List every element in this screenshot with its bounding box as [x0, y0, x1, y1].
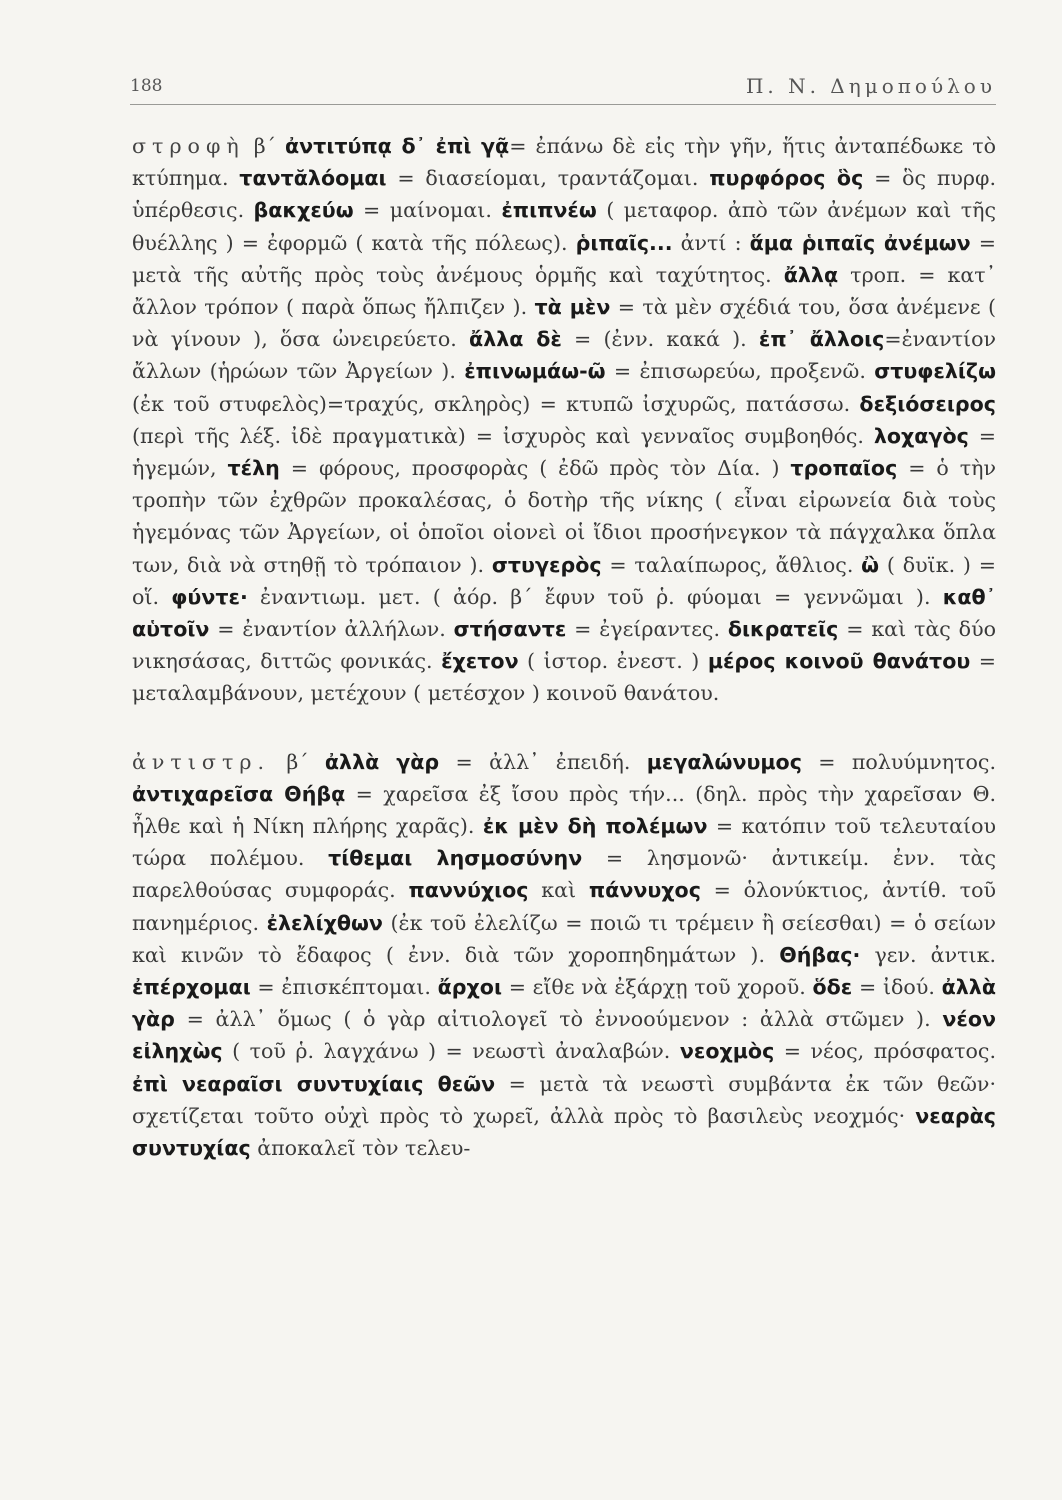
page-header [130, 72, 996, 105]
gloss-text: τροπ. = κατ᾽ ἄλλον τρόπον ( παρὰ ὅπως ἤλπιζεν ). [132, 262, 996, 320]
gloss-text: γεν. ἀντικ. [860, 942, 996, 967]
lemma: δικρατεῖς [727, 617, 839, 642]
gloss-text: (ἐκ τοῦ ἐλελίζω = ποιῶ τι τρέμειν ἢ σείεσθαι) = ὁ σείων καὶ κινῶν τὸ ἔδαφος ( ἐνν. διὰ τῶν χοροπηδημάτων ). [132, 910, 996, 967]
gloss-text: = νέος, πρόσφατος. [774, 1039, 997, 1064]
gloss-text: = ἐπάνω δὲ εἰς τὴν γῆν, ἥτις ἀνταπέδωκε τὸ κτύπημα. [132, 134, 996, 191]
lemma: καθ᾽ αὑτοῖν [132, 584, 996, 642]
lemma: ἐπὶ νεαραῖσι συντυχίαις θεῶν [132, 1071, 496, 1096]
lemma: στυφελίζω [874, 359, 996, 384]
lemma: ἄλλᾳ [783, 262, 839, 287]
gloss-text: = ἐπισκέπτομαι. [250, 975, 438, 1000]
lemma: ἅμα ῥιπαῖς ἀνέμων [749, 230, 971, 255]
lemma: ἐπέρχομαι [132, 975, 251, 1000]
gloss-text: = ἐναντίον ἀλλήλων. [209, 617, 454, 642]
lemma: ὅδε [812, 975, 853, 1000]
lemma: Θήβας· [779, 942, 861, 967]
gloss-text: ἀποκαλεῖ τὸν τελευ- [250, 1136, 471, 1161]
lemma: νέον εἰληχὼς [132, 1007, 996, 1064]
lemma: ἐπινωμάω-ῶ [464, 359, 606, 384]
gloss-text: = ὁ τὴν τροπὴν τῶν ἐχθρῶν προκαλέσας, ὁ δοτὴρ τῆς νίκης ( εἶναι εἰρωνεία διὰ τοὺς ἡγεμόνας τῶν Ἀργείων, οἱ ὁποῖοι οἱονεὶ οἱ ἴδιοι προσήνεγκον τὰ πάγχαλκα ὅπλα των, διὰ νὰ στηθῇ τὸ τρόπαιον ). [132, 456, 996, 577]
gloss-text: β΄ [244, 134, 285, 158]
lemma: ἀντιχαρεῖσα Θήβᾳ [132, 781, 346, 806]
lemma: παννύχιος [408, 878, 529, 903]
gloss-text: = λησμονῶ· ἀντικείμ. ἐνν. τὰς παρελθούσας συμφοράς. [132, 846, 996, 903]
gloss-text: ἐναντιωμ. μετ. ( ἀόρ. β΄ ἔφυν τοῦ ῥ. φύομαι = γεννῶμαι ). [247, 584, 943, 609]
lemma: νεοχμὸς [679, 1039, 775, 1064]
lemma: ἐκ μὲν δὴ πολέμων [482, 814, 708, 839]
gloss-text: = ὁλονύκτιος, ἀντίθ. τοῦ πανημέριος. [132, 878, 996, 935]
lemma: τίθεμαι λησμοσύνην [328, 846, 583, 871]
gloss-text: = ἐπισωρεύω, προξενῶ. [605, 359, 875, 384]
gloss-text: ( τοῦ ῥ. λαγχάνω ) = νεωστὶ ἀναλαβών. [222, 1039, 680, 1064]
gloss-text: β΄ [270, 749, 325, 774]
lemma: μέρος κοινοῦ θανάτου [707, 649, 971, 674]
gloss-text: = ἀλλ᾽ ὅμως ( ὁ γὰρ αἰτιολογεῖ τὸ ἐννοούμενον : ἀλλὰ στῶμεν ). [174, 1007, 943, 1032]
lemma: ῥιπαῖς... [575, 230, 673, 255]
gloss-text: = ταλαίπωρος, ἄθλιος. [601, 552, 862, 577]
gloss-text: = ἰδού. [852, 975, 942, 1000]
lemma: τέλη [227, 456, 280, 481]
page-number: 188 [130, 76, 163, 96]
lemma: ἀλλὰ γὰρ [132, 975, 996, 1032]
gloss-text: (περὶ τῆς λέξ. ἰδὲ πραγματικὰ) = ἰσχυρὸς καὶ γενναῖος συμβοηθός. [132, 423, 874, 448]
gloss-text: = εἴθε νὰ ἐξάρχῃ τοῦ χοροῦ. [501, 975, 813, 1000]
gloss-text: ( μεταφορ. ἀπὸ τῶν ἀνέμων καὶ τῆς θυέλλης ) = ἐφορμῶ ( κατὰ τῆς πόλεως). [132, 198, 997, 255]
lemma: ἀλλὰ γὰρ [324, 749, 440, 774]
lemma: στυγερὸς [491, 552, 602, 577]
gloss-text: =ἐναντίον ἄλλων (ἡρώων τῶν Ἀργείων ). [132, 327, 996, 384]
running-head: Π. Ν. Δημοπούλου [745, 74, 996, 98]
gloss-text: = (ἐνν. κακά ). [561, 327, 759, 352]
gloss-text: = διασείομαι, τραντάζομαι. [386, 166, 710, 191]
lemma: βακχεύω [253, 198, 354, 223]
gloss-text: = καὶ τὰς δύο νικησάσας, διττῶς φονικάς. [132, 617, 996, 674]
paragraph-antistrophe [132, 746, 996, 1165]
lemma: ἄλλα δὲ [469, 327, 562, 352]
gloss-text: (ἐκ τοῦ στυφελὸς)=τραχύς, σκληρὸς) = κτυπῶ ἰσχυρῶς, πατάσσω. [132, 391, 860, 416]
gloss-text: = πολυύμνητος. [801, 749, 996, 774]
gloss-text: καὶ [528, 878, 589, 903]
lemma: ἐπιπνέω [501, 198, 597, 223]
lemma: ταντᾰλόομαι [239, 166, 387, 191]
gloss-text: = ἐγείραντες. [566, 617, 728, 642]
lemma: ἀντιτύπᾳ δ᾽ ἐπὶ γᾷ [285, 134, 510, 158]
gloss-text: ἀντί : [672, 230, 750, 255]
lemma: μεγαλώνυμος [646, 749, 802, 774]
gloss-text: = ἡγεμών, [132, 423, 996, 481]
gloss-text: = μεταλαμβάνουν, μετέχουν ( μετέσχον ) κοινοῦ θανάτου. [132, 649, 996, 706]
gloss-text: = χαρεῖσα ἐξ ἴσου πρὸς τήν... (δηλ. πρὸς τὴν χαρεῖσαν Θ. ἦλθε καὶ ἡ Νίκη πλήρης χαρᾶς). [132, 781, 996, 839]
gloss-text: ( ἱστορ. ἐνεστ. ) [518, 649, 708, 674]
lemma: ἄρχοι [437, 975, 502, 1000]
lemma: στήσαντε [453, 617, 567, 642]
page-body [132, 130, 996, 1164]
lemma: τροπαῖος [790, 456, 898, 481]
gloss-text: = ὃς πυρφ. ὑπέρθεσις. [132, 166, 996, 223]
section-label: στροφὴ [132, 134, 245, 158]
gloss-text: = κατόπιν τοῦ τελευταίου τώρα πολέμου. [132, 814, 996, 871]
lemma: ἐπ᾽ ἄλλοις [758, 327, 885, 352]
gloss-text: = φόρους, προσφορὰς ( ἐδῶ πρὸς τὸν Δία. ) [279, 456, 791, 481]
lemma: ἐλελίχθων [266, 910, 383, 935]
gloss-text: = ἀλλ᾽ ἐπειδή. [439, 749, 647, 774]
gloss-text: = μετὰ τῆς αὐτῆς πρὸς τοὺς ἀνέμους ὁρμῆς καὶ ταχύτητος. [132, 230, 996, 287]
lemma: πάννυχος [588, 878, 701, 903]
section-label: ἀντιστρ. [132, 749, 270, 774]
gloss-text: = τὰ μὲν σχέδιά του, ὅσα ἀνέμενε ( νὰ γίνουν ), ὅσα ὠνειρεύετο. [132, 295, 996, 352]
lemma: φύντε· [171, 584, 248, 609]
lemma: δεξιόσειρος [859, 391, 996, 416]
lemma: πυρφόρος ὃς [709, 166, 864, 191]
lemma: ἔχετον [441, 649, 519, 674]
gloss-text: ( δυϊκ. ) = οἵ. [132, 552, 997, 609]
gloss-text: = μετὰ τὰ νεωστὶ συμβάντα ἐκ τῶν θεῶν· σχετίζεται τοῦτο οὐχὶ πρὸς τὸ χωρεῖ, ἀλλὰ πρὸς τὸ βασιλεὺς νεοχμός· [132, 1071, 996, 1128]
lemma: νεαρὰς συντυχίας [132, 1103, 996, 1161]
paragraph-strophe [132, 130, 996, 710]
lemma: λοχαγὸς [873, 423, 969, 448]
lemma: ὢ [861, 552, 880, 577]
lemma: τὰ μὲν [534, 295, 611, 320]
gloss-text: = μαίνομαι. [353, 198, 502, 223]
